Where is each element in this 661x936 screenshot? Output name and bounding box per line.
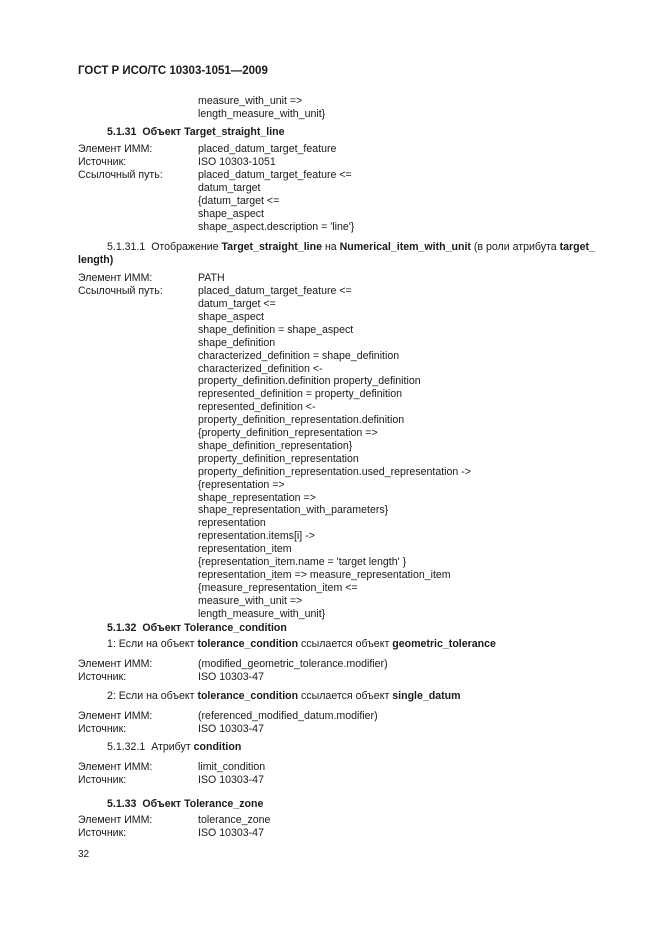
- path-line: characterized_definition = shape_definition: [198, 349, 400, 362]
- row-label: Элемент ИММ:: [78, 143, 153, 155]
- path-line: property_definition_representation.used_representation ->: [198, 465, 471, 478]
- path-line: represented_definition <-: [198, 401, 316, 414]
- attribute-name: condition: [193, 741, 242, 753]
- path-line: shape_aspect: [198, 310, 264, 323]
- path-line: shape_aspect.description = 'line'}: [198, 221, 355, 233]
- path-line: datum_target: [198, 182, 261, 194]
- row-label: Ссылочный путь:: [78, 169, 163, 181]
- path-line: {property_definition_representation =>: [198, 427, 378, 439]
- section-heading-5-1-31: [107, 126, 285, 139]
- heading-text: на: [324, 241, 337, 253]
- condition-1: [107, 638, 496, 651]
- path-line: length_measure_with_unit}: [198, 108, 326, 120]
- path-line: {datum_target <=: [198, 195, 280, 207]
- row-value: PATH: [198, 272, 225, 284]
- path-line: {representation_item.name = 'target length' }: [198, 556, 407, 568]
- row-label: Элемент ИММ:: [78, 710, 153, 722]
- section-heading-5-1-32-1: [107, 741, 241, 754]
- section-number: 5.1.31.1: [107, 241, 146, 253]
- section-heading-5-1-31-1: [107, 241, 595, 254]
- row-value: ISO 10303-47: [198, 827, 264, 839]
- row-value: placed_datum_target_feature <=: [198, 169, 352, 181]
- path-line: property_definition.definition property_definition: [198, 375, 421, 388]
- path-line: datum_target <=: [198, 298, 276, 310]
- row-label: Ссылочный путь:: [78, 285, 163, 297]
- section-number: 5.1.32: [107, 622, 137, 634]
- row-label: Источник:: [78, 774, 127, 786]
- row-label: Элемент ИММ:: [78, 814, 153, 826]
- row-value: ISO 10303-47: [198, 723, 264, 735]
- path-line: shape_aspect: [198, 208, 264, 220]
- entity-name: tolerance_condition: [197, 638, 299, 650]
- path-line: measure_with_unit =>: [198, 95, 303, 107]
- row-label: Источник:: [78, 156, 127, 168]
- entity-name: single_datum: [392, 690, 461, 702]
- condition-text: 1: Если на объект: [107, 638, 195, 650]
- section-number: 5.1.31: [107, 126, 137, 138]
- entity-name: Target_straight_line: [221, 241, 322, 253]
- path-line: shape_definition: [198, 336, 276, 349]
- path-line: {measure_representation_item <=: [198, 581, 358, 594]
- row-value: placed_datum_target_feature: [198, 143, 337, 155]
- path-line: representation_item: [198, 543, 292, 556]
- path-line: characterized_definition <-: [198, 362, 323, 375]
- row-value: placed_datum_target_feature <=: [198, 285, 352, 297]
- row-value: tolerance_zone: [198, 814, 271, 826]
- path-line: representation: [198, 517, 266, 530]
- path-line: measure_with_unit =>: [198, 594, 303, 607]
- path-line: length_measure_with_unit}: [198, 607, 326, 620]
- row-value: limit_condition: [198, 761, 266, 773]
- heading-wrap: [78, 254, 113, 267]
- row-label: Источник:: [78, 671, 127, 683]
- entity-name: Target_straight_line: [184, 126, 285, 138]
- attribute-name: length): [78, 254, 114, 266]
- section-heading-5-1-32: [107, 622, 287, 635]
- path-line: {representation =>: [198, 478, 285, 491]
- row-label: Источник:: [78, 827, 127, 839]
- row-label: Источник:: [78, 723, 127, 735]
- path-line: representation.items[i] ->: [198, 530, 315, 543]
- heading-text: Отображение: [151, 241, 219, 253]
- attribute-name: target_: [559, 241, 595, 253]
- path-line: representation_item => measure_representation_item: [198, 568, 451, 581]
- path-line: property_definition_representation.definition: [198, 414, 405, 427]
- row-value: ISO 10303-47: [198, 774, 264, 786]
- path-line: shape_representation_with_parameters}: [198, 504, 389, 517]
- row-label: Элемент ИММ:: [78, 658, 153, 670]
- page-number: 32: [78, 849, 90, 860]
- section-word: Объект: [142, 798, 182, 810]
- entity-name: tolerance_condition: [197, 690, 299, 702]
- condition-2: [107, 690, 461, 703]
- entity-name: Tolerance_condition: [184, 622, 287, 634]
- path-line: shape_definition_representation}: [198, 439, 353, 452]
- document-header: ГОСТ Р ИСО/ТС 10303-1051—2009: [78, 65, 268, 77]
- section-number: 5.1.33: [107, 798, 137, 810]
- row-value: (referenced_modified_datum.modifier): [198, 710, 378, 722]
- entity-name: geometric_tolerance: [392, 638, 496, 650]
- row-value: ISO 10303-1051: [198, 156, 276, 168]
- condition-text: 2: Если на объект: [107, 690, 195, 702]
- condition-text: ссылается объект: [301, 690, 390, 702]
- heading-text: (в роли атрибута: [473, 241, 557, 253]
- section-word: Объект: [142, 126, 182, 138]
- path-line: property_definition_representation: [198, 452, 359, 465]
- row-label: Элемент ИММ:: [78, 761, 153, 773]
- section-word: Атрибут: [151, 741, 191, 753]
- entity-name: Tolerance_zone: [184, 798, 264, 810]
- section-heading-5-1-33: [107, 798, 263, 811]
- row-label: Элемент ИММ:: [78, 272, 153, 284]
- row-value: (modified_geometric_tolerance.modifier): [198, 658, 388, 670]
- section-number: 5.1.32.1: [107, 741, 146, 753]
- row-value: ISO 10303-47: [198, 671, 264, 683]
- section-word: Объект: [142, 622, 182, 634]
- path-line: shape_representation =>: [198, 491, 316, 504]
- path-line: represented_definition = property_definition: [198, 388, 403, 401]
- condition-text: ссылается объект: [301, 638, 390, 650]
- entity-name: Numerical_item_with_unit: [339, 241, 471, 253]
- path-line: shape_definition = shape_aspect: [198, 323, 354, 336]
